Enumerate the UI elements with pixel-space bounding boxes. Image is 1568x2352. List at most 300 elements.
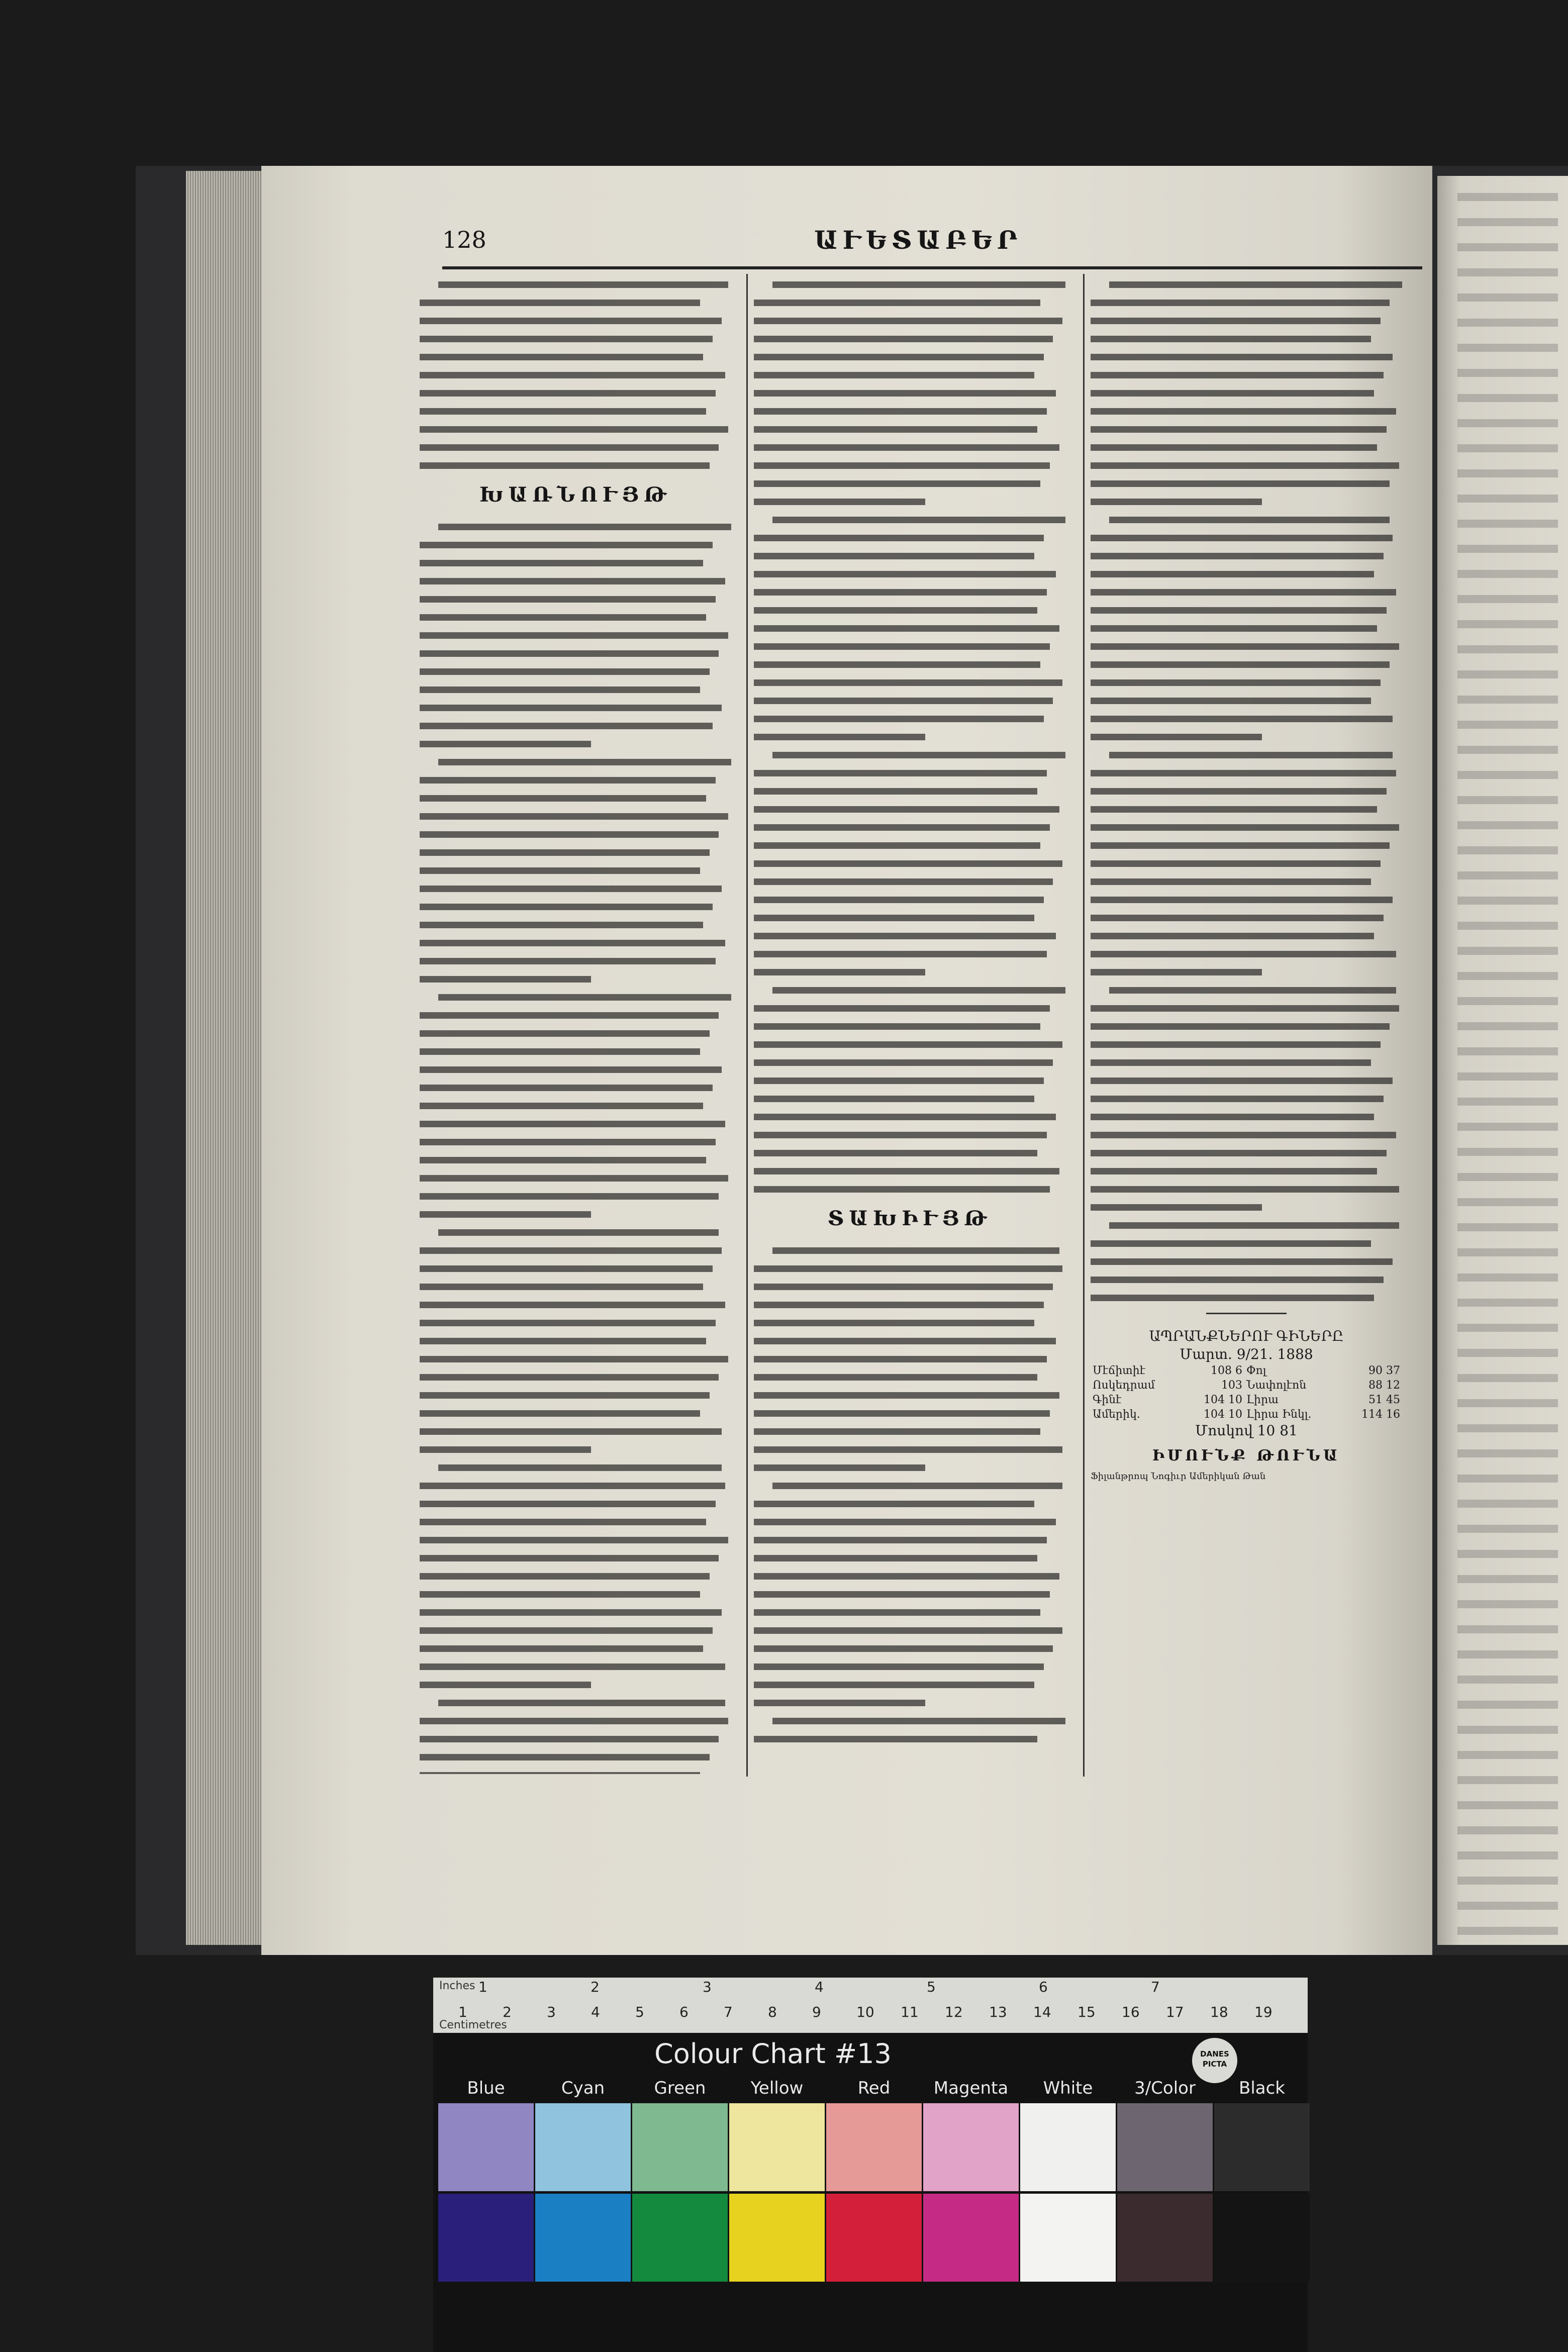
ruler-inch-number: 2 — [591, 1979, 600, 1995]
text-line — [1091, 716, 1393, 722]
text-line — [754, 1428, 1040, 1435]
text-line — [754, 1374, 1037, 1381]
text-line — [754, 480, 1040, 487]
section-heading: ՏԱԽԻՒՅԹ — [827, 1207, 992, 1230]
text-line — [1091, 969, 1262, 975]
ruler-cm-number: 8 — [768, 2004, 777, 2020]
text-line — [420, 596, 716, 603]
text-line — [420, 614, 706, 621]
text-line — [438, 994, 731, 1001]
text-line — [772, 281, 1065, 288]
text-line — [754, 1700, 925, 1706]
text-line — [1091, 1277, 1384, 1283]
text-line — [420, 1374, 719, 1381]
text-line — [754, 372, 1034, 378]
text-line — [1091, 1041, 1381, 1048]
text-line — [754, 1077, 1044, 1084]
text-line — [420, 849, 710, 856]
text-line — [1091, 1150, 1387, 1156]
text-line — [754, 1284, 1053, 1290]
text-line — [420, 1627, 713, 1634]
text-line — [754, 1537, 1047, 1543]
text-line — [754, 1132, 1047, 1138]
text-line — [438, 281, 728, 288]
text-line — [438, 1464, 722, 1471]
text-line — [420, 372, 725, 378]
text-line — [754, 1005, 1050, 1012]
text-line — [754, 462, 1050, 469]
text-line — [420, 1139, 716, 1145]
market-row — [1091, 1407, 1402, 1422]
swatch-label: Black — [1239, 2078, 1285, 2098]
text-line — [1091, 951, 1396, 957]
text-line — [1091, 444, 1377, 451]
text-line — [1091, 842, 1390, 849]
text-line — [420, 408, 706, 415]
text-line — [420, 390, 716, 397]
text-line — [754, 1302, 1044, 1308]
text-line — [754, 1446, 1062, 1453]
market-cell: Լիրա — [1246, 1394, 1279, 1406]
text-line — [754, 499, 925, 505]
text-line — [420, 1265, 713, 1272]
text-line — [1109, 752, 1393, 758]
text-line — [754, 698, 1053, 704]
text-line — [438, 1229, 719, 1236]
text-line — [1091, 571, 1374, 577]
text-line — [420, 867, 700, 874]
text-line — [420, 1247, 722, 1254]
market-table — [1091, 1363, 1402, 1422]
market-cell: 108 6 — [1211, 1364, 1243, 1377]
text-line — [772, 1718, 1065, 1724]
swatch-label: White — [1043, 2078, 1093, 2098]
swatch-tint — [632, 2103, 728, 2191]
text-line — [420, 1356, 728, 1362]
market-cell: 103 — [1221, 1379, 1243, 1392]
text-line — [420, 777, 716, 783]
market-cell: 88 12 — [1368, 1379, 1400, 1392]
text-line — [420, 1573, 710, 1580]
text-line — [1091, 734, 1262, 740]
text-line — [754, 951, 1047, 957]
text-line — [754, 878, 1053, 885]
text-line — [754, 1041, 1062, 1048]
text-line — [754, 806, 1059, 813]
text-line — [420, 687, 700, 693]
text-line — [420, 1012, 719, 1019]
text-line — [420, 1663, 725, 1670]
swatch-solid — [923, 2194, 1019, 2282]
text-line — [1091, 1005, 1399, 1012]
ruler-cm-number: 7 — [724, 2004, 733, 2020]
text-line — [754, 408, 1047, 415]
text-line — [754, 824, 1050, 831]
swatch-label: 3/Color — [1134, 2078, 1196, 2098]
text-line — [754, 553, 1034, 559]
text-line — [754, 1682, 1034, 1688]
text-line — [754, 1150, 1037, 1156]
text-line — [420, 300, 700, 306]
text-line — [420, 1555, 719, 1561]
text-line — [754, 933, 1056, 939]
text-line — [754, 661, 1040, 668]
market-cell: 104 10 — [1204, 1394, 1243, 1406]
text-line — [1091, 1295, 1374, 1301]
imprint-line: Ֆիլանթրոպ Նոգիւր Ամերիկան Թան — [1091, 1471, 1266, 1482]
text-line — [754, 1356, 1047, 1362]
swatch-solid — [438, 2194, 534, 2282]
swatch-label: Magenta — [933, 2078, 1009, 2098]
text-line — [1091, 462, 1399, 469]
text-line — [1091, 679, 1381, 686]
text-line — [1091, 408, 1396, 415]
market-cell: Փոլ — [1246, 1364, 1266, 1377]
text-line — [1091, 770, 1396, 776]
text-line — [438, 524, 731, 530]
text-line — [754, 860, 1062, 867]
text-line — [420, 1483, 725, 1489]
text-line — [1109, 281, 1402, 288]
text-line — [754, 1464, 925, 1471]
text-line — [754, 1186, 1050, 1193]
swatch-solid — [1117, 2194, 1213, 2282]
text-line — [438, 1700, 725, 1706]
text-line — [1091, 589, 1396, 596]
swatch-solid — [1020, 2194, 1116, 2282]
text-line — [1091, 933, 1374, 939]
text-line — [772, 752, 1065, 758]
text-line — [1091, 878, 1371, 885]
ruler-cm-number: 13 — [989, 2004, 1007, 2020]
text-line — [420, 462, 710, 469]
brand-logo: DANES PICTA — [1192, 2038, 1237, 2083]
text-line — [420, 650, 719, 657]
text-line — [754, 1573, 1059, 1580]
text-line — [420, 318, 722, 324]
text-column-middle — [754, 281, 1065, 1774]
market-date: Մարտ. 9/21. 1888 — [1180, 1346, 1313, 1362]
text-line — [754, 734, 925, 740]
text-line — [1091, 553, 1384, 559]
text-line — [1091, 1023, 1390, 1030]
text-line — [420, 542, 713, 548]
text-line — [420, 632, 728, 639]
journal-title: ԱՒԵՏԱԲԵՐ — [814, 225, 1023, 255]
column-divider — [1083, 274, 1085, 1777]
text-line — [420, 1609, 722, 1616]
text-line — [754, 535, 1044, 541]
text-line — [420, 560, 703, 566]
text-line — [754, 1096, 1034, 1102]
swatch-solid — [1214, 2194, 1310, 2282]
text-line — [772, 517, 1065, 523]
text-line — [420, 1772, 700, 1774]
text-line — [420, 1446, 591, 1453]
text-line — [754, 607, 1037, 614]
ruler-cm-number: 14 — [1033, 2004, 1051, 2020]
market-title: ԱՊՐԱՆՔՆԵՐՈՒ ԳԻՆԵՐԸ — [1149, 1328, 1344, 1344]
market-cell: Ոսկեդրամ — [1093, 1379, 1155, 1392]
chart-title: Colour Chart #13 — [654, 2038, 892, 2070]
text-line — [754, 1501, 1034, 1507]
text-line — [420, 1645, 703, 1652]
text-line — [420, 1519, 706, 1525]
text-line — [754, 788, 1037, 795]
ruler-cm-number: 6 — [679, 2004, 689, 2020]
text-line — [420, 1736, 719, 1742]
text-line — [420, 886, 722, 892]
text-line — [1091, 300, 1390, 306]
text-line — [420, 1591, 700, 1598]
text-line — [420, 976, 591, 983]
swatch-label: Red — [857, 2078, 891, 2098]
text-line — [754, 1609, 1040, 1616]
ruler-cm-number: 17 — [1166, 2004, 1184, 2020]
ruler-cm-number: 15 — [1077, 2004, 1096, 2020]
text-line — [754, 1392, 1059, 1399]
text-line — [754, 1627, 1062, 1634]
swatch-tint — [1117, 2103, 1213, 2191]
article-text — [420, 524, 731, 1774]
text-line — [754, 770, 1047, 776]
text-line — [772, 1483, 1062, 1489]
text-line — [1091, 372, 1384, 378]
section-rule — [1206, 1313, 1287, 1314]
text-line — [420, 958, 716, 964]
text-line — [754, 716, 1044, 722]
market-cell: 51 45 — [1368, 1394, 1400, 1406]
page-header — [442, 221, 1427, 261]
article-text — [754, 281, 1065, 1193]
text-line — [420, 1338, 706, 1344]
text-line — [754, 1320, 1034, 1326]
market-cell: 114 16 — [1361, 1408, 1400, 1421]
page-number: 128 — [442, 226, 486, 253]
text-line — [1091, 643, 1399, 650]
text-line — [754, 1168, 1059, 1174]
text-line — [1091, 535, 1393, 541]
page-edges — [186, 171, 266, 1945]
text-line — [754, 1338, 1056, 1344]
ruler-inch-number: 4 — [815, 1979, 824, 1995]
text-line — [754, 336, 1053, 342]
text-line — [754, 679, 1062, 686]
ruler — [433, 1978, 1308, 2033]
ruler-cm-label: Centimetres — [439, 2019, 507, 2031]
text-line — [420, 831, 719, 838]
facing-page — [1437, 176, 1568, 1945]
text-line — [754, 625, 1059, 632]
text-line — [420, 1103, 703, 1109]
text-line — [1091, 499, 1262, 505]
swatch-label: Blue — [467, 2078, 505, 2098]
swatch-tint — [826, 2103, 922, 2191]
text-line — [420, 1537, 728, 1543]
ruler-cm-number: 10 — [856, 2004, 874, 2020]
swatch-label: Cyan — [561, 2078, 605, 2098]
text-line — [1091, 824, 1399, 831]
text-column-left — [420, 281, 731, 1774]
text-line — [772, 1247, 1059, 1254]
text-line — [754, 1736, 1037, 1742]
text-line — [420, 426, 728, 433]
text-line — [420, 1193, 719, 1200]
header-rule — [442, 266, 1422, 269]
text-line — [1091, 480, 1390, 487]
publisher-name: ԻՄՈՒՆՔ ԹՈՒՆԱ — [1152, 1447, 1341, 1464]
text-line — [420, 1410, 700, 1417]
text-line — [1091, 661, 1390, 668]
market-row — [1091, 1363, 1402, 1378]
text-line — [420, 1211, 591, 1218]
swatch-solid — [729, 2194, 825, 2282]
text-line — [1091, 625, 1377, 632]
text-line — [754, 444, 1059, 451]
swatch-tint — [535, 2103, 631, 2191]
text-line — [1091, 1204, 1262, 1211]
text-line — [1091, 1258, 1393, 1265]
text-line — [1091, 1096, 1384, 1102]
text-line — [1091, 1114, 1374, 1120]
ruler-cm-number: 3 — [547, 2004, 556, 2020]
text-line — [754, 571, 1056, 577]
text-line — [420, 795, 706, 802]
swatch-solid — [826, 2194, 922, 2282]
swatch-tint — [1214, 2103, 1310, 2191]
text-line — [754, 969, 925, 975]
text-line — [754, 1410, 1050, 1417]
text-line — [420, 578, 725, 584]
text-line — [1091, 1240, 1371, 1247]
text-line — [1109, 517, 1390, 523]
ruler-cm-number: 2 — [503, 2004, 512, 2020]
text-line — [420, 904, 713, 910]
market-cell: Մէճիտիէ — [1093, 1364, 1145, 1377]
text-line — [1091, 607, 1387, 614]
ruler-cm-number: 18 — [1210, 2004, 1228, 2020]
text-line — [754, 897, 1044, 903]
market-cell: Ամերիկ. — [1093, 1408, 1140, 1421]
text-line — [1091, 426, 1387, 433]
text-line — [420, 1121, 725, 1127]
text-line — [1091, 390, 1374, 397]
text-line — [420, 922, 703, 928]
text-line — [754, 390, 1056, 397]
swatch-solid — [535, 2194, 631, 2282]
text-line — [420, 1428, 722, 1435]
text-line — [420, 1030, 710, 1037]
text-line — [420, 444, 719, 451]
text-line — [1109, 1222, 1399, 1229]
text-line — [1091, 897, 1393, 903]
ruler-cm-number: 19 — [1254, 2004, 1272, 2020]
text-line — [1091, 915, 1384, 921]
text-line — [754, 643, 1050, 650]
text-line — [420, 1175, 728, 1182]
text-line — [754, 1663, 1044, 1670]
text-line — [420, 705, 722, 711]
text-line — [420, 741, 591, 747]
article-text — [420, 281, 731, 469]
text-line — [1091, 1132, 1396, 1138]
text-line — [754, 915, 1034, 921]
ruler-inch-number: 3 — [703, 1979, 712, 1995]
ruler-cm-number: 4 — [591, 2004, 600, 2020]
swatch-tint — [1020, 2103, 1116, 2191]
text-line — [420, 940, 725, 946]
text-line — [1091, 1059, 1371, 1066]
text-line — [1091, 698, 1371, 704]
swatch-tint — [729, 2103, 825, 2191]
text-line — [1091, 1077, 1393, 1084]
text-line — [420, 1157, 706, 1163]
text-line — [420, 1066, 722, 1073]
text-line — [1091, 1186, 1399, 1193]
text-line — [754, 1645, 1053, 1652]
article-text — [754, 1247, 1065, 1742]
text-line — [420, 1320, 716, 1326]
text-line — [1091, 354, 1393, 360]
text-line — [1091, 806, 1377, 813]
ruler-cm-number: 12 — [945, 2004, 963, 2020]
text-line — [420, 1682, 591, 1688]
ruler-inches-label: Inches — [439, 1980, 475, 1992]
text-line — [754, 318, 1062, 324]
text-line — [754, 1265, 1062, 1272]
market-footer: Մոսկով 10 81 — [1195, 1422, 1298, 1439]
swatch-label: Green — [654, 2078, 706, 2098]
text-line — [754, 842, 1040, 849]
text-line — [754, 426, 1037, 433]
swatch-tint — [923, 2103, 1019, 2191]
text-line — [420, 1284, 703, 1290]
text-line — [754, 1059, 1053, 1066]
ruler-inch-number: 7 — [1151, 1979, 1160, 1995]
text-line — [754, 1519, 1056, 1525]
text-line — [754, 589, 1047, 596]
ruler-cm-number: 16 — [1122, 2004, 1140, 2020]
text-line — [772, 987, 1065, 994]
text-line — [420, 1048, 700, 1055]
text-line — [420, 336, 713, 342]
market-cell: Լիրա Ինկլ. — [1246, 1408, 1312, 1421]
text-line — [754, 1114, 1056, 1120]
text-line — [754, 300, 1040, 306]
text-line — [420, 1501, 716, 1507]
market-cell: 104 10 — [1204, 1408, 1243, 1421]
market-cell: 90 37 — [1368, 1364, 1400, 1377]
text-line — [1091, 318, 1381, 324]
text-line — [1091, 860, 1381, 867]
ruler-cm-number: 11 — [901, 2004, 919, 2020]
text-line — [1091, 336, 1371, 342]
text-line — [754, 1023, 1040, 1030]
text-line — [420, 354, 703, 360]
text-line — [420, 723, 713, 729]
text-line — [438, 759, 731, 765]
text-column-right — [1091, 281, 1402, 1774]
ruler-inch-number: 5 — [927, 1979, 936, 1995]
article-text — [1091, 281, 1402, 1301]
swatch-tint — [438, 2103, 534, 2191]
market-cell: Նափոլէոն — [1246, 1379, 1307, 1392]
ruler-cm-number: 9 — [812, 2004, 821, 2020]
text-line — [420, 1718, 728, 1724]
text-line — [754, 354, 1044, 360]
text-line — [754, 1591, 1050, 1598]
text-line — [420, 668, 710, 675]
